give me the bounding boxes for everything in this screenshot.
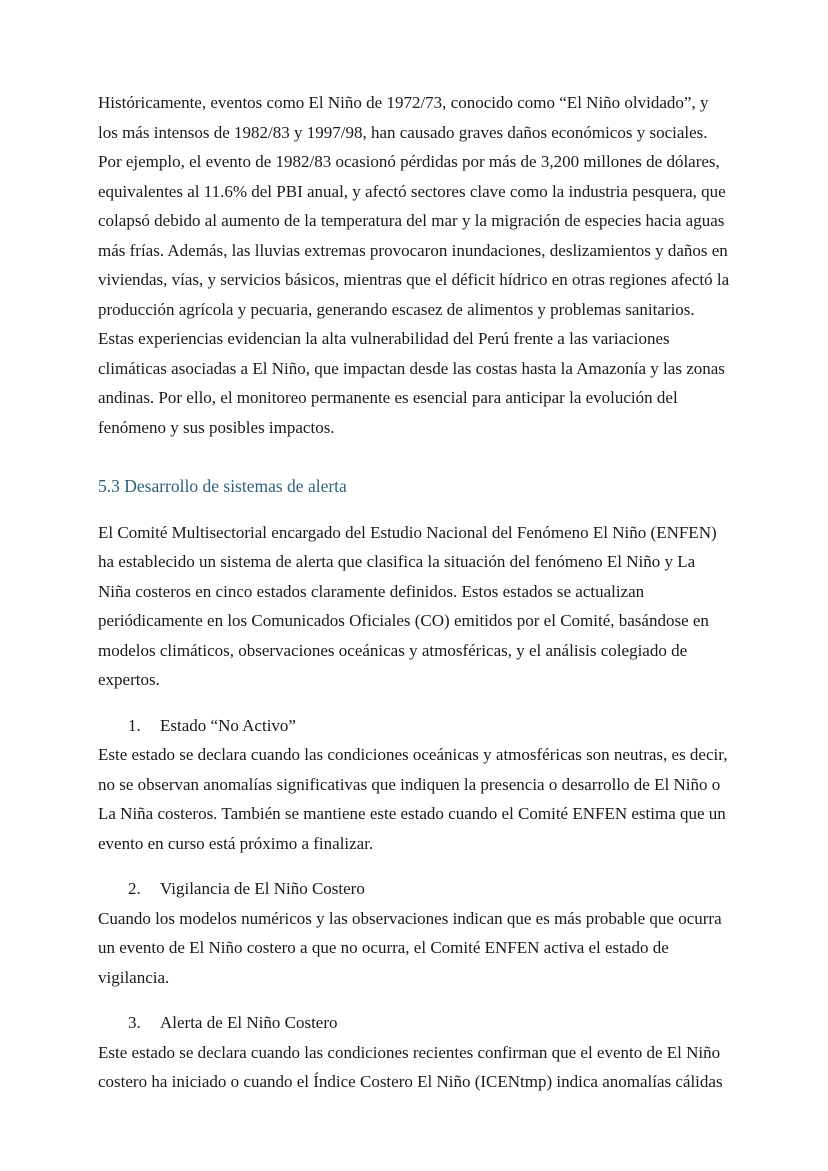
list-number-2: 2. [128, 879, 141, 898]
alert-state-2-body: Cuando los modelos numéricos y las observaciones indican que es más probable que ocurra un evento de El Niño costero a que no ocurra, el Comité ENFEN activa el estado de vigilancia. [98, 908, 722, 987]
alert-state-2-title: Vigilancia de El Niño Costero [160, 879, 365, 898]
alert-state-1-heading [98, 711, 731, 741]
intro-paragraph: Históricamente, eventos como El Niño de 1972/73, conocido como “El Niño olvidado”, y los más intensos de 1982/83 y 1997/98, han causado graves daños económicos y sociales. Por ejemplo, el evento de 1982/83 ocasionó pérdidas por más de 3,200 millones de dólares, equivalentes al 11.6% del PBI anual, y afectó sectores clave como la industria pesquera, que colapsó debido al aumento de la temperatura del mar y la migración de especies hacia aguas más frías. Además, las lluvias extremas provocaron inundaciones, deslizamientos y daños en viviendas, vías, y servicios básicos, mientras que el déficit hídrico en otras regiones afectó la producción agrícola y pecuaria, generando escasez de alimentos y problemas sanitarios. Estas experiencias evidencian la alta vulnerabilidad del Perú frente a las variaciones climáticas asociadas a El Niño, que impactan desde las costas hasta la Amazonía y las zonas andinas. Por ello, el monitoreo permanente es esencial para anticipar la evolución del fenómeno y sus posibles impactos. [98, 93, 730, 437]
list-number-3: 3. [128, 1013, 141, 1032]
section-heading: 5.3 Desarrollo de sistemas de alerta [98, 476, 347, 496]
alert-state-1-title: Estado “No Activo” [160, 715, 296, 735]
alert-state-3-body: Este estado se declara cuando las condiciones recientes confirman que el evento de El Niño costero ha iniciado o cuando el Índice Costero El Niño (ICENtmp) indica anomalías cálidas [98, 1042, 723, 1091]
list-number-1: 1. [128, 715, 141, 735]
alert-state-3-title: Alerta de El Niño Costero [160, 1013, 338, 1032]
alert-state-3-heading [98, 1008, 731, 1038]
alert-state-2-heading [98, 874, 731, 904]
alert-state-1-body: Este estado se declara cuando las condiciones oceánicas y atmosféricas son neutras, es decir, no se observan anomalías significativas que indiquen la presencia o desarrollo de El Niño o La Niña costeros. También se mantiene este estado cuando el Comité ENFEN estima que un evento en curso está próximo a finalizar. [98, 745, 728, 853]
document-content [98, 88, 731, 1097]
section-intro-paragraph: El Comité Multisectorial encargado del Estudio Nacional del Fenómeno El Niño (ENFEN) ha establecido un sistema de alerta que clasifica la situación del fenómeno El Niño y La Niña costeros en cinco estados claramente definidos. Estos estados se actualizan periódicamente en los Comunicados Oficiales (CO) emitidos por el Comité, basándose en modelos climáticos, observaciones oceánicas y atmosféricas, y el análisis colegiado de expertos. [98, 522, 717, 689]
